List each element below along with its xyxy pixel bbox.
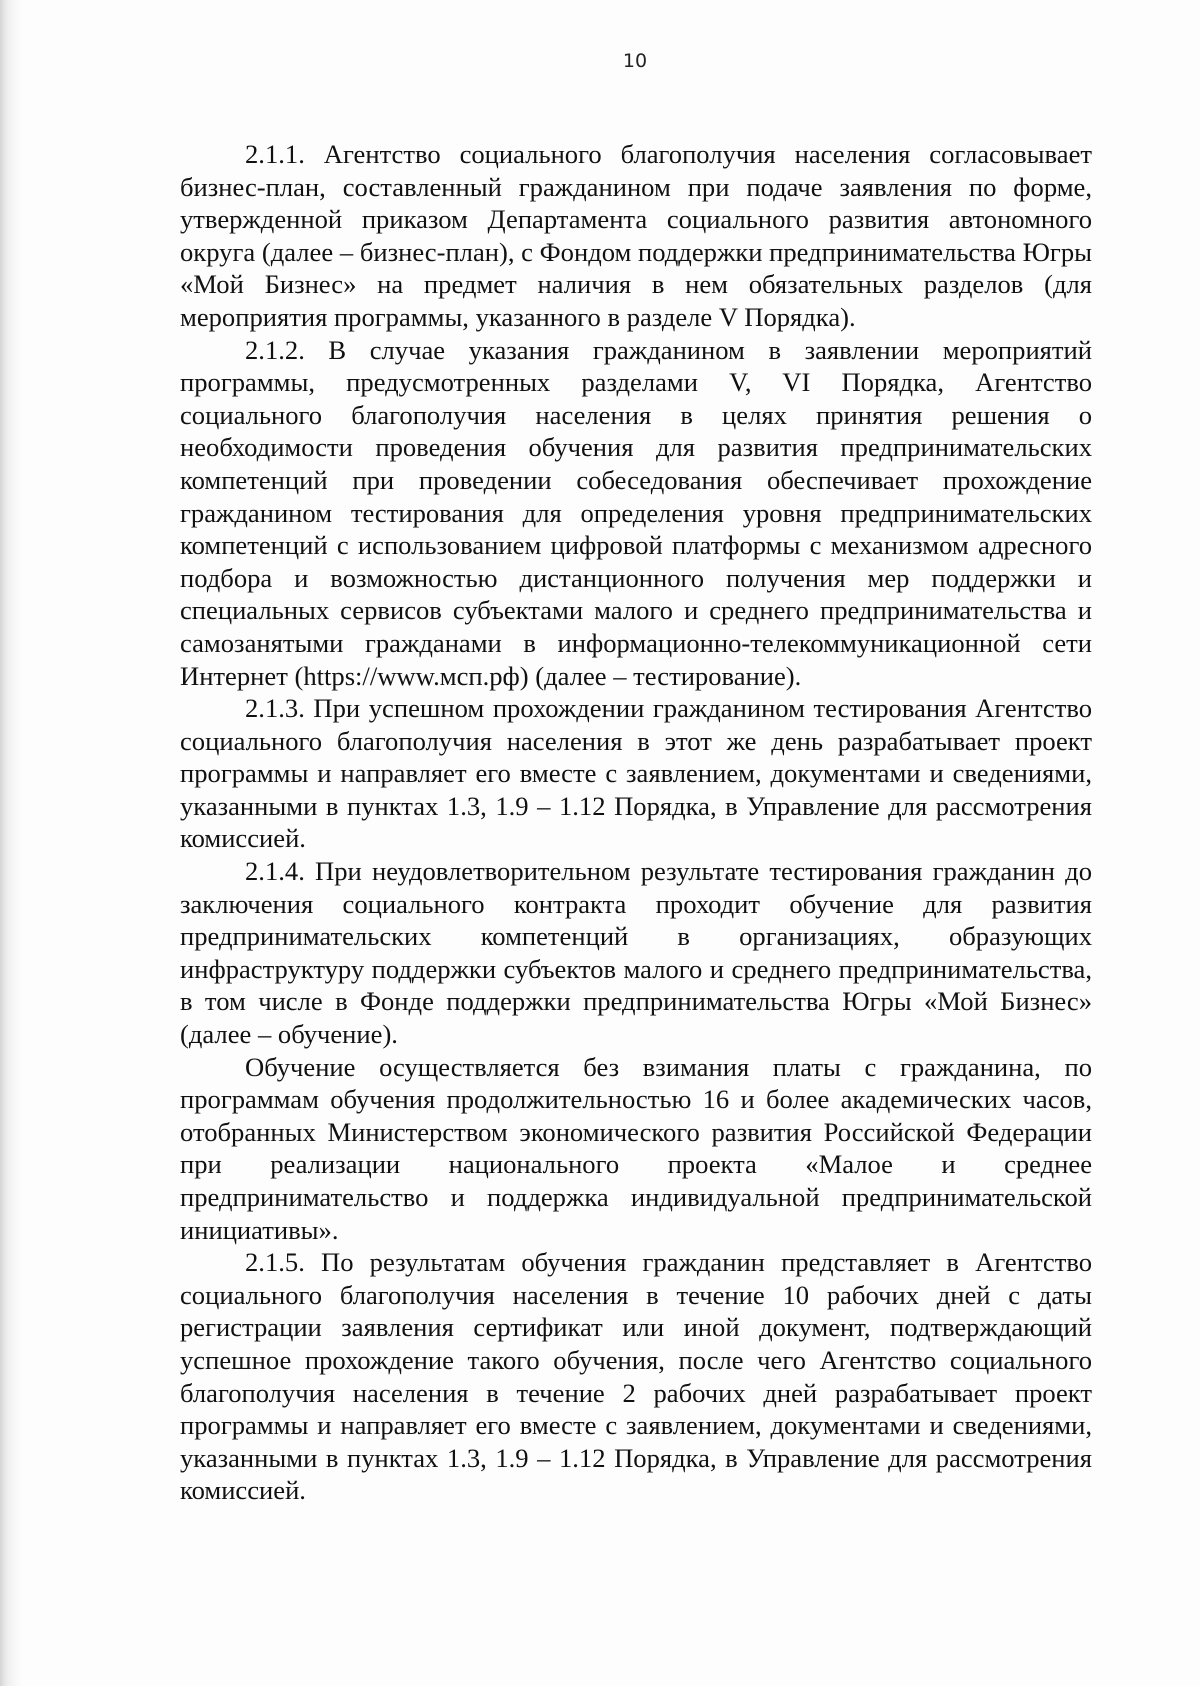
paragraph-2-1-5: 2.1.5. По результатам обучения гражданин представляет в Агентство социального благополучия населения в течение 10 рабочих дней с даты регистрации заявления сертификат или иной документ, подтверждающий успешное прохождение такого обучения, после чего Агентство социального благополучия населения в течение 2 рабочих дней разрабатывает проект программы и направляет его вместе с заявлением, документами и сведениями, указанными в пунктах 1.3, 1.9 – 1.12 Порядка, в Управление для рассмотрения комиссией. bbox=[180, 1247, 1092, 1506]
page-number: 10 bbox=[622, 50, 648, 72]
paragraph-2-1-2: 2.1.2. В случае указания гражданином в заявлении мероприятий программы, предусмотренных разделами V, VI Порядка, Агентство социального благополучия населения в целях принятия решения о необходимости проведения обучения для развития предпринимательских компетенций при проведении собеседования обеспечивает прохождение гражданином тестирования для определения уровня предпринимательских компетенций с использованием цифровой платформы с механизмом адресного подбора и возможностью дистанционного получения мер поддержки и специальных сервисов субъектами малого и среднего предпринимательства и самозанятыми гражданами в информационно-телекоммуникационной сети Интернет (https://www.мсп.рф) (далее – тестирование). bbox=[180, 334, 1092, 691]
scan-edge-shadow bbox=[0, 0, 22, 1686]
paragraph-2-1-3: 2.1.3. При успешном прохождении гражданином тестирования Агентство социального благополучия населения в этот же день разрабатывает проект программы и направляет его вместе с заявлением, документами и сведениями, указанными в пунктах 1.3, 1.9 – 1.12 Порядка, в Управление для рассмотрения комиссией. bbox=[180, 693, 1092, 854]
paragraph-2-1-4: 2.1.4. При неудовлетворительном результате тестирования гражданин до заключения социального контракта проходит обучение для развития предпринимательских компетенций в организациях, образующих инфраструктуру поддержки субъектов малого и среднего предпринимательства, в том числе в Фонде поддержки предпринимательства Югры «Мой Бизнес» (далее – обучение). bbox=[180, 856, 1092, 1050]
paragraph-2-1-1: 2.1.1. Агентство социального благополучия населения согласовывает бизнес-план, составленный гражданином при подаче заявления по форме, утвержденной приказом Департамента социального развития автономного округа (далее – бизнес-план), с Фондом поддержки предпринимательства Югры «Мой Бизнес» на предмет наличия в нем обязательных разделов (для мероприятия программы, указанного в разделе V Порядка). bbox=[180, 139, 1092, 332]
document-body bbox=[180, 138, 1092, 1507]
paragraph-training: Обучение осуществляется без взимания платы с гражданина, по программам обучения продолжительностью 16 и более академических часов, отобранных Министерством экономического развития Российской Федерации при реализации национального проекта «Малое и среднее предпринимательство и поддержка индивидуальной предпринимательской инициативы». bbox=[180, 1051, 1092, 1245]
